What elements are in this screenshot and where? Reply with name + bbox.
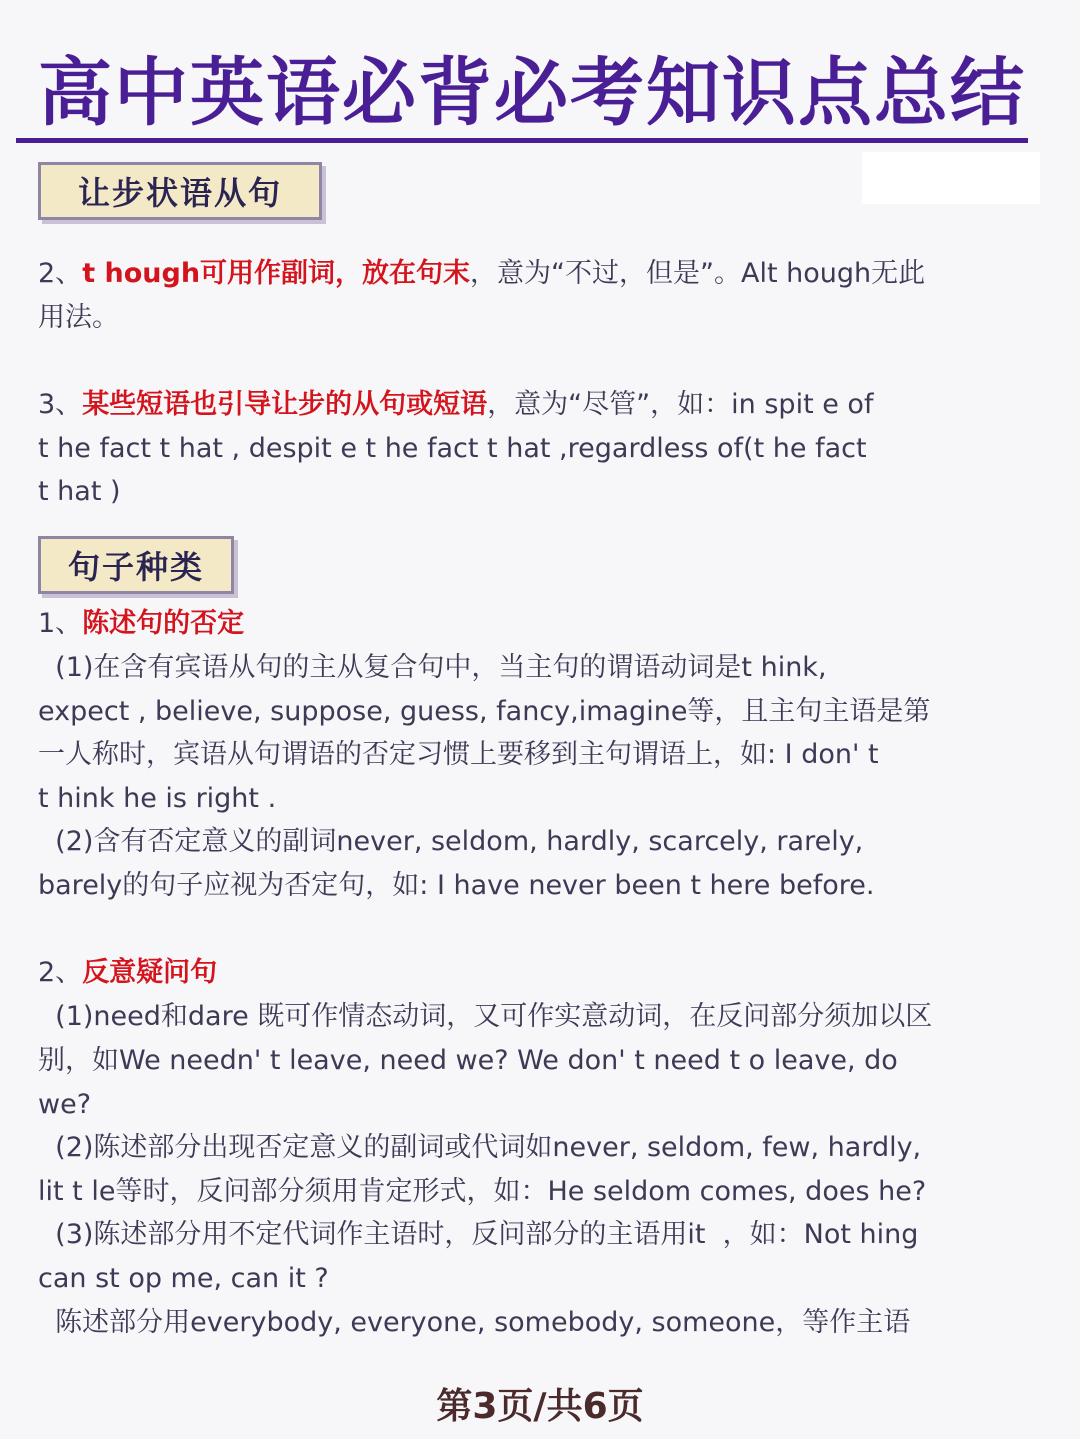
- paragraph-3-line-2: t he fact t hat , despit e t he fact t hat ,regardless of(t he fact: [38, 433, 867, 464]
- subsection-2-line-8: 陈述部分用everybody, everyone, somebody, someone，等作主语: [38, 1307, 911, 1338]
- highlight-text: 反意疑问句: [82, 957, 218, 988]
- item-number: 2、: [38, 957, 83, 988]
- highlight-text: 陈述句的否定: [82, 608, 245, 639]
- subsection-1-line-3: 一人称时，宾语从句谓语的否定习惯上要移到主句谓语上，如: I don' t: [38, 739, 879, 770]
- subsection-2-line-5: lit t le等时，反问部分须用肯定形式，如：He seldom comes, does he?: [38, 1176, 927, 1207]
- section-heading-concession: [38, 162, 322, 220]
- page-number: 第3页/共6页: [436, 1386, 644, 1427]
- subsection-2-heading: [38, 951, 217, 995]
- subsection-2-line-2: 别，如We needn' t leave, need we? We don' t need t o leave, do: [38, 1045, 898, 1076]
- subsection-2-line-6: (3)陈述部分用不定代词作主语时，反问部分的主语用it ，如：Not hing: [38, 1219, 919, 1250]
- title-underline: [16, 138, 1028, 143]
- blank-patch: [862, 152, 1040, 204]
- highlight-text: 某些短语也引导让步的从句或短语: [82, 389, 488, 420]
- section-heading-sentence-types: [38, 536, 234, 594]
- subsection-1-heading: [38, 602, 244, 646]
- subsection-1-line-5: (2)含有否定意义的副词never, seldom, hardly, scarcely, rarely,: [38, 826, 864, 857]
- subsection-2-line-3: we?: [38, 1089, 92, 1120]
- subsection-1-line-6: barely的句子应视为否定句，如: I have never been t here before.: [38, 870, 875, 901]
- page-title: 高中英语必背必考知识点总结: [38, 50, 1026, 136]
- highlight-text: t hough可用作副词，放在句末: [82, 258, 471, 289]
- item-number: 3、: [38, 389, 83, 420]
- body-text: ，意为“尽管”，如：in spit e of: [487, 389, 874, 420]
- body-text: ，意为“不过，但是”。Alt hough无此: [470, 258, 926, 289]
- subsection-1-line-4: t hink he is right .: [38, 783, 277, 814]
- item-number: 1、: [38, 608, 83, 639]
- subsection-1-line-1: (1)在含有宾语从句的主从复合句中，当主句的谓语动词是t hink,: [38, 652, 827, 683]
- paragraph-2-line-1: [38, 252, 925, 296]
- section-heading-label: 句子种类: [67, 548, 204, 586]
- subsection-2-line-4: (2)陈述部分出现否定意义的副词或代词如never, seldom, few, hardly,: [38, 1132, 922, 1163]
- subsection-1-line-2: expect , believe, suppose, guess, fancy,imagine等，且主句主语是第: [38, 696, 931, 727]
- item-number: 2、: [38, 258, 83, 289]
- subsection-2-line-1: (1)need和dare 既可作情态动词，又可作实意动词，在反问部分须加以区: [38, 1001, 933, 1032]
- section-heading-label: 让步状语从句: [77, 174, 282, 212]
- paragraph-3-line-3: t hat ): [38, 476, 121, 507]
- paragraph-3-line-1: [38, 383, 873, 427]
- subsection-2-line-7: can st op me, can it ?: [38, 1263, 329, 1294]
- paragraph-2-line-2: 用法。: [38, 302, 119, 333]
